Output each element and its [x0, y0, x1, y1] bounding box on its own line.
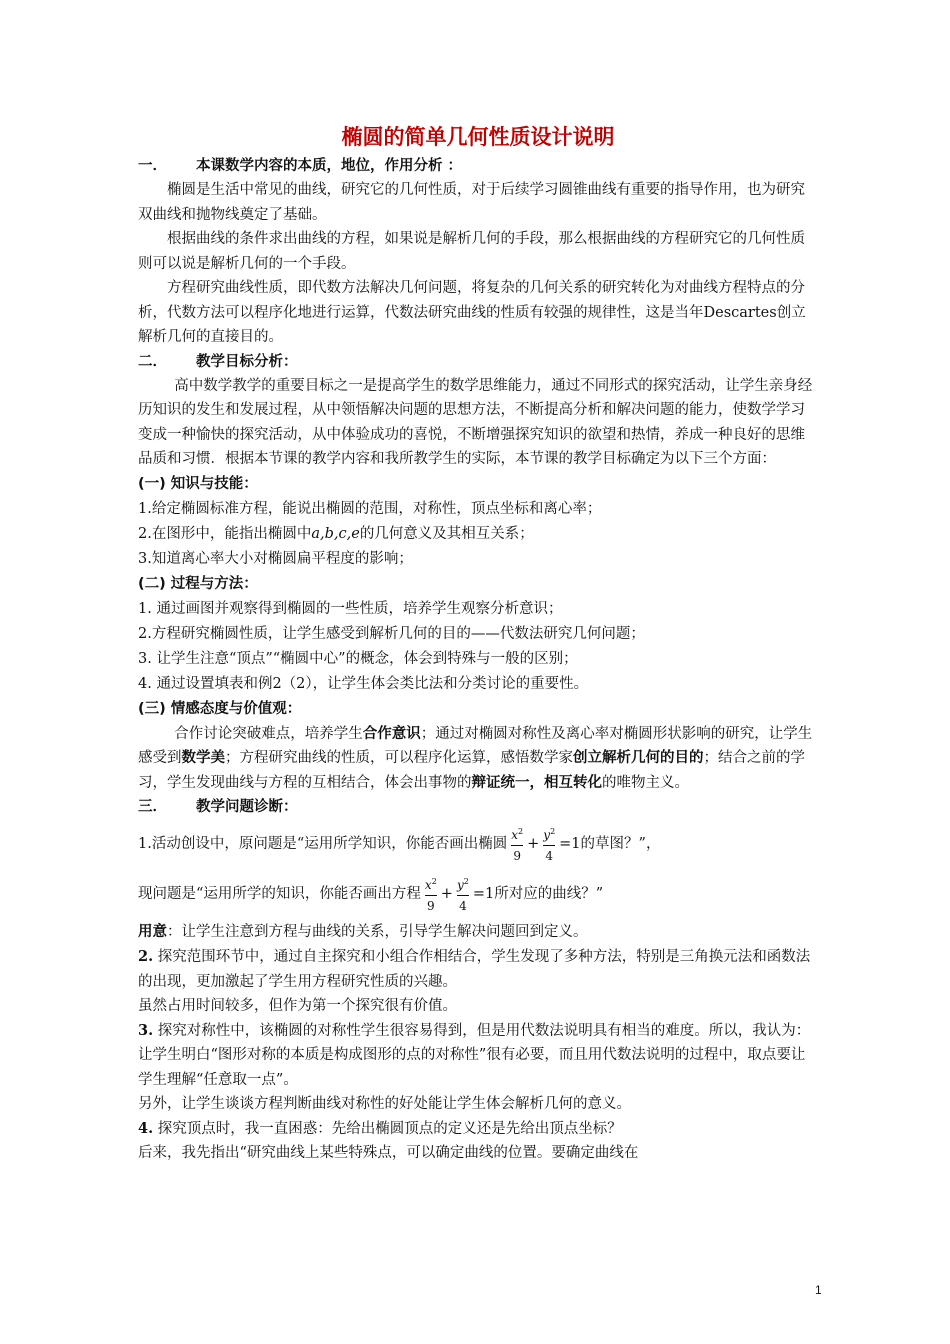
emphasis: 辩证统一，相互转化 [471, 773, 602, 791]
numerator: x [424, 878, 432, 892]
equals-one: =1 [472, 886, 495, 902]
subsection-heading: (二) 过程与方法： [138, 575, 258, 592]
section-number: 三． [138, 799, 167, 815]
plus-sign: + [440, 886, 453, 902]
text: 的唯物主义。 [602, 774, 689, 791]
denominator: 4 [457, 895, 469, 916]
exponent: 2 [463, 877, 469, 886]
list-item: 3. 让学生注意“顶点”“椭圆中心”的概念，体会到特殊与一般的区别； [138, 650, 578, 667]
section-heading-text: 教学目标分析： [196, 353, 298, 370]
list-item: 1. 通过画图并观察得到椭圆的一些性质，培养学生观察分析意识； [138, 600, 563, 617]
numerator: x [511, 828, 519, 842]
section-heading-text: 本课数学内容的本质，地位，作用分析 ： [196, 158, 463, 174]
exponent: 2 [431, 877, 437, 886]
paragraph: 虽然占用时间较多，但作为第一个探究很有价值。 [138, 998, 457, 1014]
numerator: y [543, 828, 551, 842]
fraction-y2-over-4 [455, 872, 471, 916]
paragraph: 方程研究曲线性质，即代数方法解决几何问题，将复杂的几何关系的研究转化为对曲线方程特点的分析，代数方法可以程序化地进行运算，代数法研究曲线的性质有较强的规律性，这是当年Descartes创立解析几何的直接目的。 [138, 280, 806, 345]
document-page [138, 118, 818, 1166]
emphasis: 合作意识 [362, 724, 421, 742]
denominator: 4 [543, 845, 555, 866]
text: ；方程研究曲线的性质，可以程序化运算，感悟数学家 [225, 750, 573, 766]
text: 的草图？”， [580, 836, 661, 852]
subsection-heading: (三) 情感态度与价值观： [138, 700, 302, 717]
question-1-line-2 [138, 869, 818, 919]
fraction-x2-over-9 [423, 872, 439, 916]
purpose-label: 用意 [138, 923, 167, 940]
text: ；通过对椭圆对称性及离心率对椭圆形状影响的研究，让学生感受到 [138, 725, 813, 766]
list-item: 4. 通过设置填表和例2（2），让学生体会类比法和分类讨论的重要性。 [138, 675, 589, 692]
text: 探究范围环节中，通过自主探究和小组合作相结合，学生发现了多种方法，特别是三角换元法和函数法的出现，更加激起了学生用方程研究性质的兴趣。 [138, 949, 811, 990]
paragraph [138, 945, 818, 994]
equals-one: =1 [559, 836, 581, 852]
section-number: 一． [138, 158, 167, 174]
paragraph: 另外，让学生谈谈方程判断曲线对称性的好处能让学生体会解析几何的意义。 [138, 1096, 631, 1112]
exponent: 2 [550, 827, 556, 836]
list-item: 3.知道离心率大小对椭圆扁平程度的影响； [138, 550, 413, 567]
text: ；结合之前的学习，学生发现曲线与方程的互相结合，体会出事物的 [138, 750, 805, 791]
list-item-text: 2.在图形中，能指出椭圆中 [138, 525, 312, 542]
text: ：让学生注意到方程与曲线的关系，引导学生解决问题回到定义。 [167, 924, 588, 940]
subsection-heading: (一) 知识与技能： [138, 475, 258, 492]
paragraph [138, 1117, 818, 1142]
text: 探究对称性中，该椭圆的对称性学生很容易得到，但是用代数法说明具有相当的难度。所以，我认为：让学生明白“图形对称的本质是构成图形的点的对称性”很有必要，而且用代数法说明的过程中，取点要让学生理解“任意取一点”。 [138, 1022, 811, 1088]
text: 合作讨论突破难点，培养学生 [174, 725, 363, 742]
fraction-y2-over-4 [541, 822, 557, 866]
list-item-text: 的几何意义及其相互关系； [359, 525, 534, 542]
denominator: 9 [511, 845, 523, 866]
section-1-heading [138, 154, 818, 178]
text: 1.活动创设中，原问题是“运用所学知识，你能否画出椭圆 [138, 836, 508, 852]
text: 现问题是“运用所学的知识，你能否画出方程 [138, 886, 421, 902]
paragraph: 根据曲线的条件求出曲线的方程，如果说是解析几何的手段，那么根据曲线的方程研究它的几何性质则可以说是解析几何的一个手段。 [138, 231, 805, 272]
paragraph [138, 1019, 818, 1093]
item-number: 4. [138, 1119, 154, 1137]
exponent: 2 [518, 827, 524, 836]
math-variables: a,b,c,e [311, 525, 360, 542]
paragraph [138, 722, 818, 796]
paragraph: 椭圆是生活中常见的曲线，研究它的几何性质，对于后续学习圆锥曲线有重要的指导作用，也为研究双曲线和抛物线奠定了基础。 [138, 182, 805, 223]
denominator: 9 [425, 895, 437, 916]
page-number: 1 [815, 1283, 822, 1297]
item-number: 2. [138, 948, 154, 965]
item-number: 3. [138, 1021, 154, 1039]
paragraph: 高中数学教学的重要目标之一是提高学生的数学思维能力，通过不同形式的探究活动，让学生亲身经历知识的发生和发展过程，从中领悟解决问题的思想方法，不断提高分析和解决问题的能力，使数学学习变成一种愉快的探究活动，从中体验成功的喜悦，不断增强探究知识的欲望和热情，养成一种良好的思维品质和习惯．根据本节课的教学内容和我所教学生的实际，本节课的教学目标确定为以下三个方面： [138, 377, 813, 467]
text: 所对应的曲线？” [494, 886, 604, 902]
paragraph: 后来，我先指出“研究曲线上某些特殊点，可以确定曲线的位置。要确定曲线在 [138, 1145, 639, 1161]
section-2-heading [138, 350, 818, 374]
section-3-heading [138, 795, 818, 819]
section-number: 二． [138, 353, 167, 370]
fraction-x2-over-9 [509, 822, 525, 866]
list-item: 1.给定椭圆标准方程，能说出椭圆的范围，对称性，顶点坐标和离心率； [138, 500, 602, 517]
section-heading-text: 教学问题诊断： [196, 799, 298, 815]
list-item: 2.方程研究椭圆性质，让学生感受到解析几何的目的——代数法研究几何问题； [138, 625, 645, 642]
text: 探究顶点时，我一直困惑：先给出椭圆顶点的定义还是先给出顶点坐标？ [153, 1120, 622, 1137]
list-item [138, 522, 818, 547]
purpose-line [138, 919, 818, 945]
document-title: 椭圆的简单几何性质设计说明 [341, 125, 615, 149]
numerator: y [456, 878, 464, 892]
plus-sign: + [527, 836, 540, 852]
question-1-line [138, 819, 818, 869]
emphasis: 数学美 [181, 749, 225, 766]
emphasis: 创立解析几何的目的 [573, 749, 704, 766]
